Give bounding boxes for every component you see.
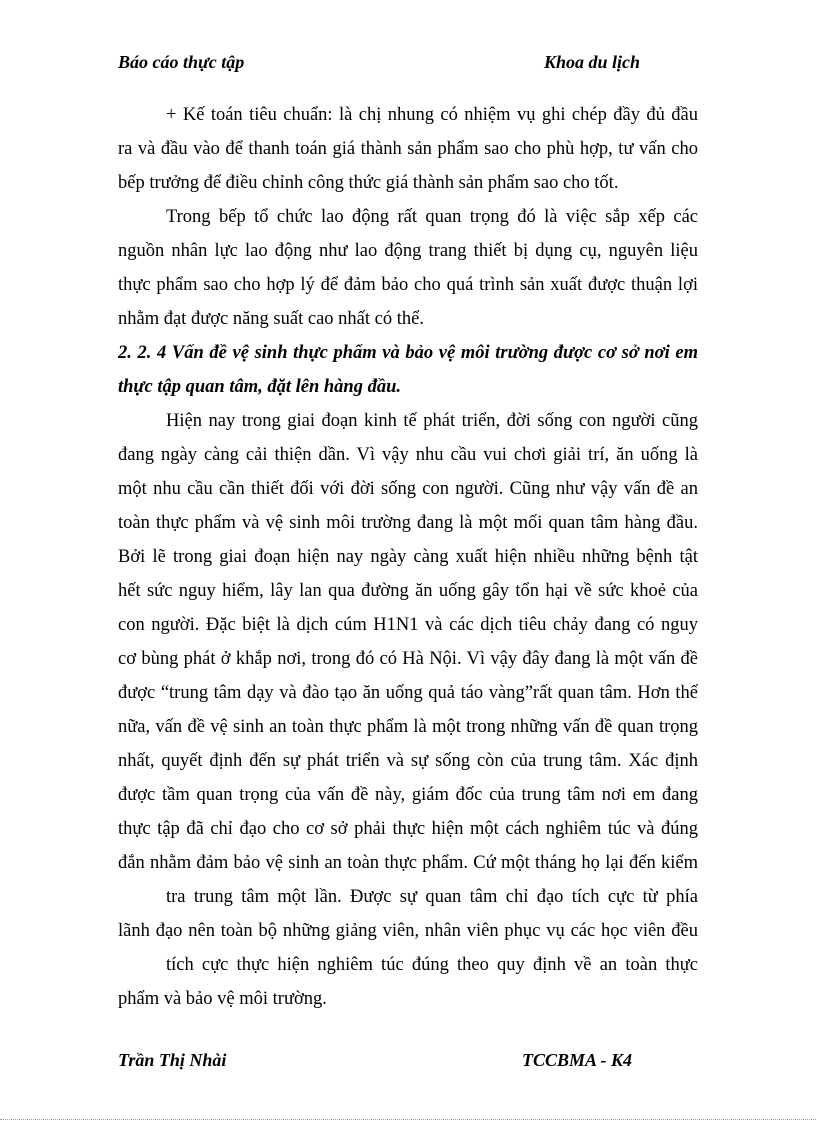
footer-left: Trần Thị Nhài	[118, 1050, 227, 1070]
body-line: Hiện nay trong giai đoạn kinh tế phát triển, đời sống con người cũng	[166, 411, 698, 431]
body-line: được “trung tâm dạy và đào tạo ăn uống quả táo vàng”rất quan tâm. Hơn thế	[118, 683, 698, 703]
body-line: một nhu cầu cần thiết đối với đời sống con người. Cũng như vậy vấn đề an	[118, 479, 698, 499]
body-line: nhất, quyết định đến sự phát triển và sự sống còn của trung tâm. Xác định	[118, 751, 698, 771]
footer-right: TCCBMA - K4	[522, 1050, 633, 1070]
body-line: được tầm quan trọng của vấn đề này, giám đốc của trung tâm nơi em đang	[118, 785, 698, 805]
body-line: phẩm và bảo vệ môi trường.	[118, 989, 327, 1009]
section-heading: 2. 2. 4 Vấn đề vệ sinh thực phẩm và bảo vệ môi trường được cơ sở nơi em	[118, 343, 698, 363]
body-line: Bởi lẽ trong giai đoạn hiện nay ngày càng xuất hiện nhiều những bệnh tật	[118, 547, 698, 567]
body-line: nguồn nhân lực lao động như lao động trang thiết bị dụng cụ, nguyên liệu	[118, 241, 698, 261]
body-line: hết sức nguy hiểm, lây lan qua đường ăn uống gây tổn hại về sức khoẻ của	[118, 581, 698, 601]
body-line: con người. Đặc biệt là dịch cúm H1N1 và các dịch tiêu chảy đang có nguy	[118, 615, 698, 635]
section-heading: thực tập quan tâm, đặt lên hàng đầu.	[118, 377, 401, 397]
header-right: Khoa du lịch	[544, 52, 641, 72]
body-line: nhằm đạt được năng suất cao nhất có thể.	[118, 309, 424, 329]
body-line: Trong bếp tổ chức lao động rất quan trọng đó là việc sắp xếp các	[166, 207, 698, 227]
body-line: + Kế toán tiêu chuẩn: là chị nhung có nhiệm vụ ghi chép đầy đủ đầu	[166, 105, 698, 125]
body-line: lãnh đạo nên toàn bộ những giảng viên, nhân viên phục vụ các học viên đều	[118, 921, 698, 941]
body-line: nữa, vấn đề vệ sinh an toàn thực phẩm là một trong những vấn đề quan trọng	[118, 717, 698, 737]
body-line: thực tập đã chỉ đạo cho cơ sở phải thực hiện một cách nghiêm túc và đúng	[118, 819, 698, 839]
body-line: bếp trưởng để điều chỉnh công thức giá thành sản phẩm sao cho tốt.	[118, 173, 619, 193]
body-line: cơ bùng phát ở khắp nơi, trong đó có Hà Nội. Vì vậy đây đang là một vấn đề	[118, 649, 698, 669]
header-left: Báo cáo thực tập	[118, 52, 245, 72]
page-bottom-divider	[0, 1119, 816, 1120]
body-line: thực phẩm sao cho hợp lý để đảm bảo cho quá trình sản xuất được thuận lợi	[118, 275, 698, 295]
body-line: ra và đầu vào để thanh toán giá thành sản phẩm sao cho phù hợp, tư vấn cho	[118, 139, 698, 159]
body-line: đắn nhằm đảm bảo vệ sinh an toàn thực phẩm. Cứ một tháng họ lại đến kiểm	[118, 853, 698, 873]
body-line: đang ngày càng cải thiện dần. Vì vậy nhu cầu vui chơi giải trí, ăn uống là	[118, 445, 698, 465]
body-line: tra trung tâm một lần. Được sự quan tâm chỉ đạo tích cực từ phía	[166, 887, 698, 907]
body-line: tích cực thực hiện nghiêm túc đúng theo quy định về an toàn thực	[166, 955, 698, 975]
body-line: toàn thực phẩm và vệ sinh môi trường đang là một mối quan tâm hàng đầu.	[118, 513, 698, 533]
